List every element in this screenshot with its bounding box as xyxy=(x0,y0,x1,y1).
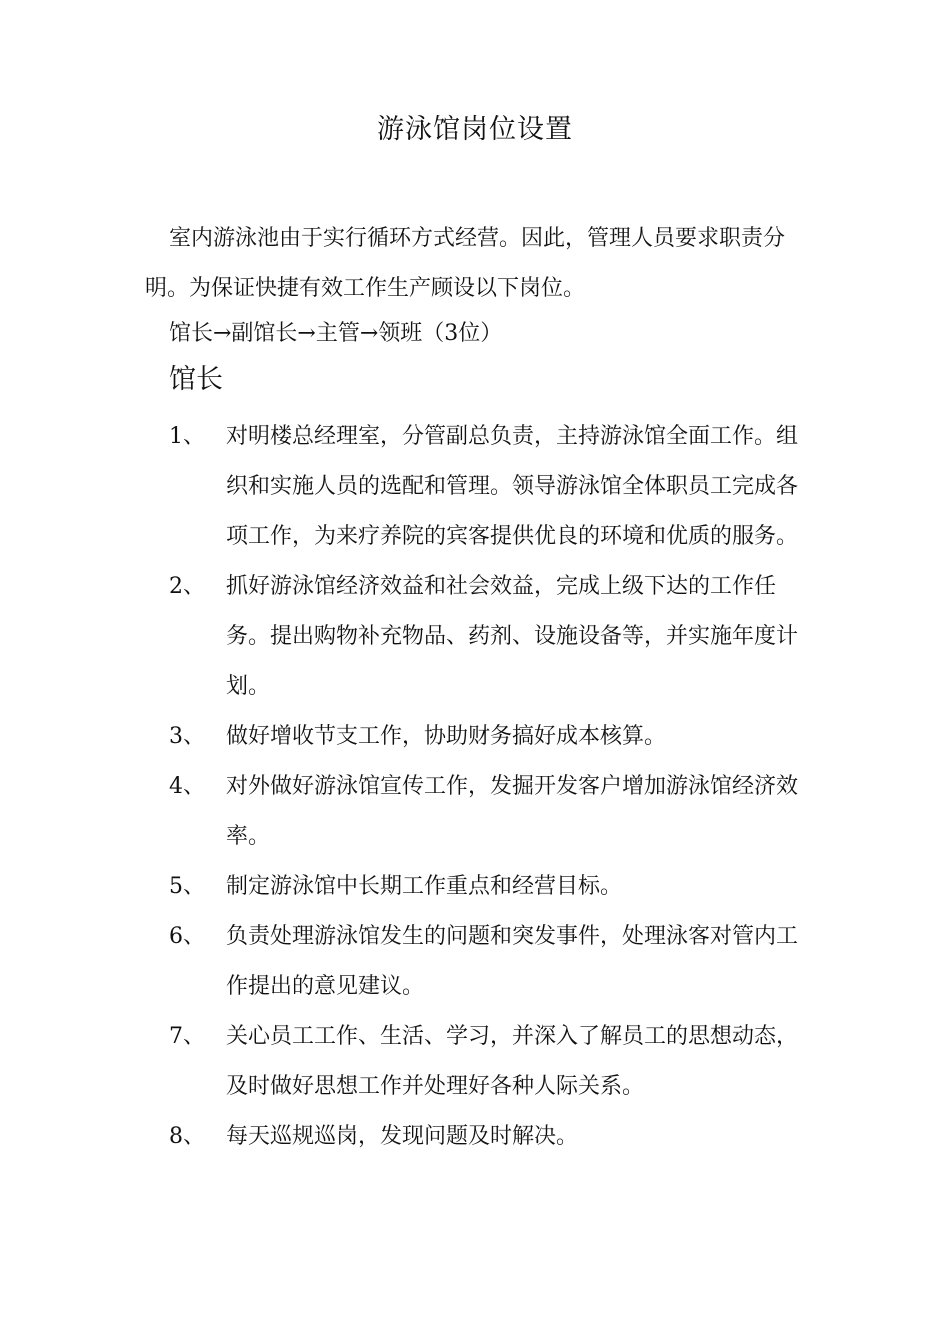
duty-text: 制定游泳馆中长期工作重点和经营目标。 xyxy=(226,874,623,899)
duty-text: 对明楼总经理室，分管副总负责，主持游泳馆全面工作。组织和实施人员的选配和管理。领导游泳馆全体职员工完成各项工作，为来疗养院的宾客提供优良的环境和优质的服务。 xyxy=(226,424,799,549)
section-heading: 馆长 xyxy=(169,364,223,395)
duty-number: 3、 xyxy=(169,724,205,749)
duty-text: 做好增收节支工作，协助财务搞好成本核算。 xyxy=(226,724,667,749)
page-title: 游泳馆岗位设置 xyxy=(377,114,573,145)
duty-item xyxy=(169,562,814,712)
duty-number: 2、 xyxy=(169,574,205,599)
duty-text: 负责处理游泳馆发生的问题和突发事件，处理泳客对管内工作提出的意见建议。 xyxy=(226,924,799,999)
duty-item xyxy=(169,862,814,912)
duty-number: 7、 xyxy=(169,1024,205,1049)
duty-item xyxy=(169,912,814,1012)
duty-item xyxy=(169,762,814,862)
duty-number: 6、 xyxy=(169,924,205,949)
duty-text: 对外做好游泳馆宣传工作，发掘开发客户增加游泳馆经济效率。 xyxy=(226,774,799,849)
duty-item xyxy=(169,1112,814,1162)
duty-number: 5、 xyxy=(169,874,205,899)
position-hierarchy: 馆长→副馆长→主管→领班（3位） xyxy=(169,321,503,346)
duty-item xyxy=(169,412,814,562)
intro-paragraph: 室内游泳池由于实行循环方式经营。因此，管理人员要求职责分明。为保证快捷有效工作生产顾设以下岗位。 xyxy=(145,226,786,301)
duty-item xyxy=(169,712,814,762)
duty-text: 每天巡规巡岗，发现问题及时解决。 xyxy=(226,1124,579,1149)
duty-text: 抓好游泳馆经济效益和社会效益，完成上级下达的工作任务。提出购物补充物品、药剂、设施设备等，并实施年度计划。 xyxy=(226,574,799,699)
duty-text: 关心员工工作、生活、学习，并深入了解员工的思想动态，及时做好思想工作并处理好各种人际关系。 xyxy=(226,1024,799,1099)
duty-number: 4、 xyxy=(169,774,205,799)
duty-number: 1、 xyxy=(169,424,205,449)
duty-item xyxy=(169,1012,814,1112)
duty-number: 8、 xyxy=(169,1124,205,1149)
duty-list xyxy=(169,412,814,1162)
